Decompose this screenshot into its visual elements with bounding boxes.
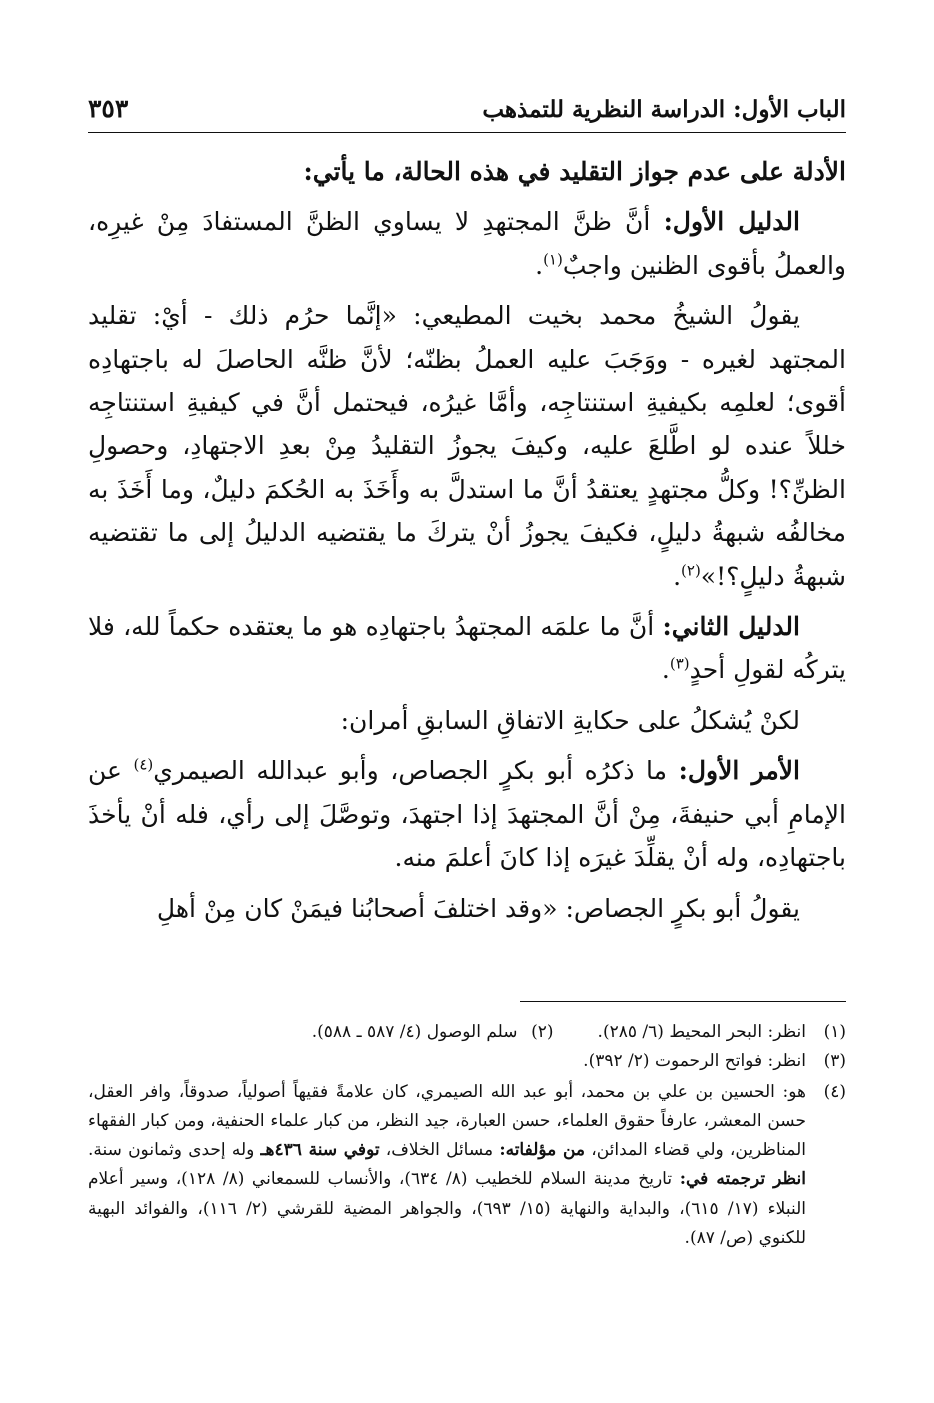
footnote-row-1-2 [88, 1018, 846, 1047]
second-evidence-text: أنَّ ما علمَه المجتهدُ باجتهادِه هو ما يعتقده حكماً لله، فلا يتركُه لقولِ أحدٍ [88, 612, 846, 685]
footnote-4-bio: هو: الحسين بن علي بن محمد، أبو عبد الله الصيمري، كان علامةً فقيهاً أصولياً، صدوقاً، وافر العقل، حسن المعشر، عارفاً حقوق العلماء، حسن العبارة، جيد النظر، من كبار علماء الحنفية، ومن كبار الفقهاء المناظرين، ولي قضاء المدائن، [88, 1081, 806, 1161]
second-evidence-end: . [661, 655, 670, 685]
footnote-4-sources-label: انظر ترجمته في: [679, 1169, 806, 1190]
footnote-1-text: انظر: البحر المحيط (٦/ ٢٨٥). [597, 1022, 806, 1042]
first-evidence-text: أنَّ ظنَّ المجتهدِ لا يساوي الظنَّ المستفادَ مِنْ غيرِه، والعملُ بأقوى الظنين واجبٌ [88, 207, 846, 280]
mutii-quote-text: يقولُ الشيخُ محمد بخيت المطيعي: «إنَّما حرُم ذلك - أيْ: تقليد المجتهد لغيره - ووَجَبَ عليه العملُ بظنّه؛ لأنَّ ظنَّه الحاصلَ له باجتهادِه أقوى؛ لعلمِه بكيفيةِ استنتاجِه، وأمَّا غيرُه، فيحتمل أنَّ في كيفيةِ استنتاجِه خللاً عنده لو اطَّلعَ عليه، وكيفَ يجوزُ التقليدُ مِنْ بعدِ الاجتهادِ، وحصولِ الظنِّ؟! وكلُّ مجتهدٍ يعتقدُ أنَّ ما استدلَّ به وأَخَذَ به الحُكمَ دليلٌ، وما أَخَذَ به مخالفُه شبهةُ دليلٍ، فكيفَ يجوزُ أنْ يتركَ ما يقتضيه الدليلُ إلى ما تقتضيه شبهةُ دليلٍ؟!» [88, 301, 846, 591]
footnote-ref-1[interactable]: (١) [543, 250, 563, 269]
footnote-4-text [88, 1078, 806, 1254]
first-evidence-end: . [535, 250, 544, 280]
paragraph-first-matter [88, 749, 846, 879]
footnote-2-text: سلم الوصول (٤/ ٥٨٧ ـ ٥٨٨). [311, 1022, 518, 1042]
footnote-4-death: توفي سنة ٤٣٦هـ [260, 1140, 380, 1161]
footnote-ref-3[interactable]: (٣) [669, 655, 690, 674]
footnote-4-works: مسائل الخلاف، [379, 1140, 500, 1161]
first-matter-text-a: ما ذكرُه أبو بكرٍ الجصاص، وأبو عبدالله الصيمري [153, 756, 679, 786]
running-header [88, 92, 846, 133]
second-evidence-label: الدليل الثاني: [662, 612, 800, 642]
footnote-divider [520, 1001, 846, 1002]
footnote-4-mark: (٤) [823, 1081, 846, 1102]
first-matter-label: الأمر الأول: [678, 756, 800, 786]
footnote-1-mark: (١) [823, 1022, 846, 1042]
footnote-4 [88, 1078, 846, 1254]
section-heading: الأدلة على عدم جواز التقليد في هذه الحالة، ما يأتي: [303, 157, 846, 186]
footnote-2-mark: (٢) [531, 1022, 554, 1042]
footnote-2 [312, 1018, 554, 1047]
footnote-4-age: وله إحدى وثمانون سنة. [88, 1140, 261, 1161]
first-matter-text-b: عن الإمامِ أبي حنيفةَ، مِنْ أنَّ المجتهدَ إذا اجتهدَ، وتوصَّلَ إلى رأي، فله أنْ يأخذَ باجتهادِه، وله أنْ يقلِّدَ غيرَه إذا كانَ أعلمَ منه. [88, 756, 846, 873]
footnote-3-text: انظر: فواتح الرحموت (٢/ ٣٩٢). [583, 1051, 806, 1072]
chapter-title: الباب الأول: الدراسة النظرية للتمذهب [482, 96, 846, 123]
paragraph-first-evidence [88, 200, 846, 287]
paragraph-objection: لكنْ يُشكلُ على حكايةِ الاتفاقِ السابقِ أمران: [340, 705, 800, 735]
paragraph-second-evidence [88, 605, 846, 692]
footnote-3 [88, 1047, 846, 1076]
first-evidence-label: الدليل الأول: [663, 207, 800, 237]
footnote-4-works-label: من مؤلفاته: [499, 1140, 586, 1161]
footnote-1 [598, 1018, 846, 1047]
main-text [88, 150, 846, 937]
mutii-quote-end: . [673, 561, 682, 591]
paragraph-jassas-quote: يقولُ أبو بكرٍ الجصاص: «وقد اختلفَ أصحابُنا فيمَنْ كان مِنْ أهلِ [156, 893, 800, 923]
footnote-ref-4[interactable]: (٤) [133, 755, 154, 774]
footnote-ref-2[interactable]: (٢) [681, 561, 701, 580]
page-number: ٣٥٣ [88, 94, 129, 123]
footnote-4-sources: تاريخ مدينة السلام للخطيب (٨/ ٦٣٤)، والأنساب للسمعاني (٨/ ١٢٨)، وسير أعلام النبلاء (١٧/ ٦١٥)، والبداية والنهاية (١٥/ ٦٩٣)، والجواهر المضية للقرشي (٢/ ١١٦)، والفوائد البهية للكنوي (ص/ ٨٧). [88, 1169, 806, 1249]
footnotes [88, 1018, 846, 1254]
footnote-3-mark: (٣) [823, 1051, 846, 1072]
paragraph-mutii-quote [88, 294, 846, 598]
